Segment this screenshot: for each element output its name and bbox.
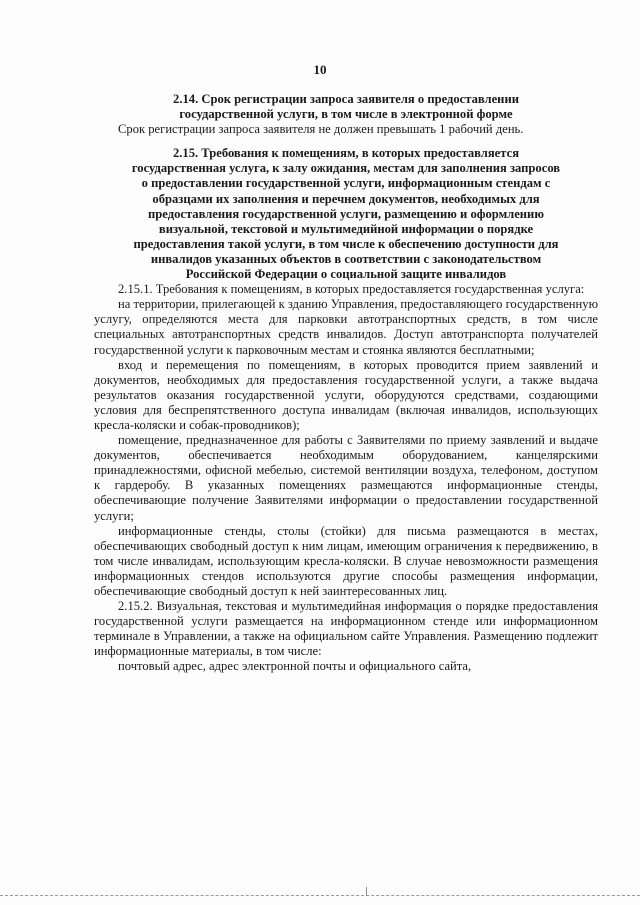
paragraph-2-15-1: 2.15.1. Требования к помещениям, в которых предоставляется государственная услуга: [118, 282, 585, 297]
paragraph-entrance: вход и перемещения по помещениям, в которых проводится прием заявлений и документов, необходимых для предоставления государственной услуги, а также выдача результатов оказания государственной услуги, оборудуются средствами, создающими условия для беспрепятственного доступа инвалидам (включая инвалидов, использующих кресла-коляски и собак-проводников); [94, 357, 598, 432]
section-2-14-heading-line-2: государственной услуги, в том числе в электронной форме [179, 107, 513, 122]
section-2-15-heading-line: 2.15. Требования к помещениям, в которых предоставляется [172, 146, 520, 161]
paragraph-2-15-2: 2.15.2. Визуальная, текстовая и мультимедийная информация о порядке предоставления государственной услуги размещается на информационном стенде или информационном терминале в Управлении, а также на официальном сайте Управления. Размещению подлежит информационные материалы, в том числе: [94, 599, 598, 659]
page-number: 10 [313, 62, 327, 77]
section-2-15-heading-line: государственная услуга, к залу ожидания, местам для заполнения запросов [131, 161, 561, 176]
section-2-14-heading-line-1: 2.14. Срок регистрации запроса заявителя о предоставлении [173, 92, 519, 106]
section-2-15-heading-line: о предоставлении государственной услуги, информационным стендам с [141, 176, 551, 191]
section-2-15-heading-line: образцами их заполнения и перечнем документов, необходимых для [152, 191, 540, 206]
section-2-15-heading-line: предоставления государственной услуги, размещению и оформлению [148, 206, 544, 221]
section-2-15-heading-line: предоставления такой услуги, в том числе к обеспечению доступности для [133, 236, 559, 251]
section-2-15-heading-line: визуальной, текстовой и мультимедийной информации о порядке [158, 221, 534, 236]
paragraph-postal-address: почтовый адрес, адрес электронной почты и официального сайта, [118, 659, 472, 674]
bottom-divider [0, 895, 640, 896]
spacer [94, 137, 598, 146]
section-2-14-body: Срок регистрации запроса заявителя не должен превышать 1 рабочий день. [118, 122, 524, 137]
section-2-15-heading-line: Российской Федерации о социальной защите инвалидов [185, 267, 507, 282]
paragraph-info-stands: информационные стенды, столы (стойки) для письма размещаются в местах, обеспечивающих свободный доступ к ним лицам, имеющим ограничения к передвижению, в том числе инвалидам, использующим кресла-коляски. В случае невозможности размещения информационных стендов используются другие способы размещения информации, обеспечивающие свободный доступ к ней заинтересованных лиц. [94, 523, 598, 598]
page-content [94, 92, 598, 675]
paragraph-premises: помещение, предназначенное для работы с Заявителями по приему заявлений и выдаче документов, обеспечивается необходимым оборудованием, канцелярскими принадлежностями, офисной мебелью, системой вентиляции воздуха, телефоном, доступом к гардеробу. В указанных помещениях размещаются информационные стенды, обеспечивающие получение Заявителями информации о предоставлении государственной услуги; [94, 433, 598, 523]
section-2-15-heading-line: инвалидов указанных объектов в соответствии с законодательством [150, 251, 542, 266]
bottom-tick-mark [366, 887, 367, 896]
paragraph-parking: на территории, прилегающей к зданию Управления, предоставляющего государственную услугу, определяются места для парковки автотранспортных средств, в том числе специальных автотранспортных средств инвалидов. Доступ автотранспорта получателей государственной услуги к парковочным местам и стоянка являются бесплатными; [94, 297, 598, 357]
